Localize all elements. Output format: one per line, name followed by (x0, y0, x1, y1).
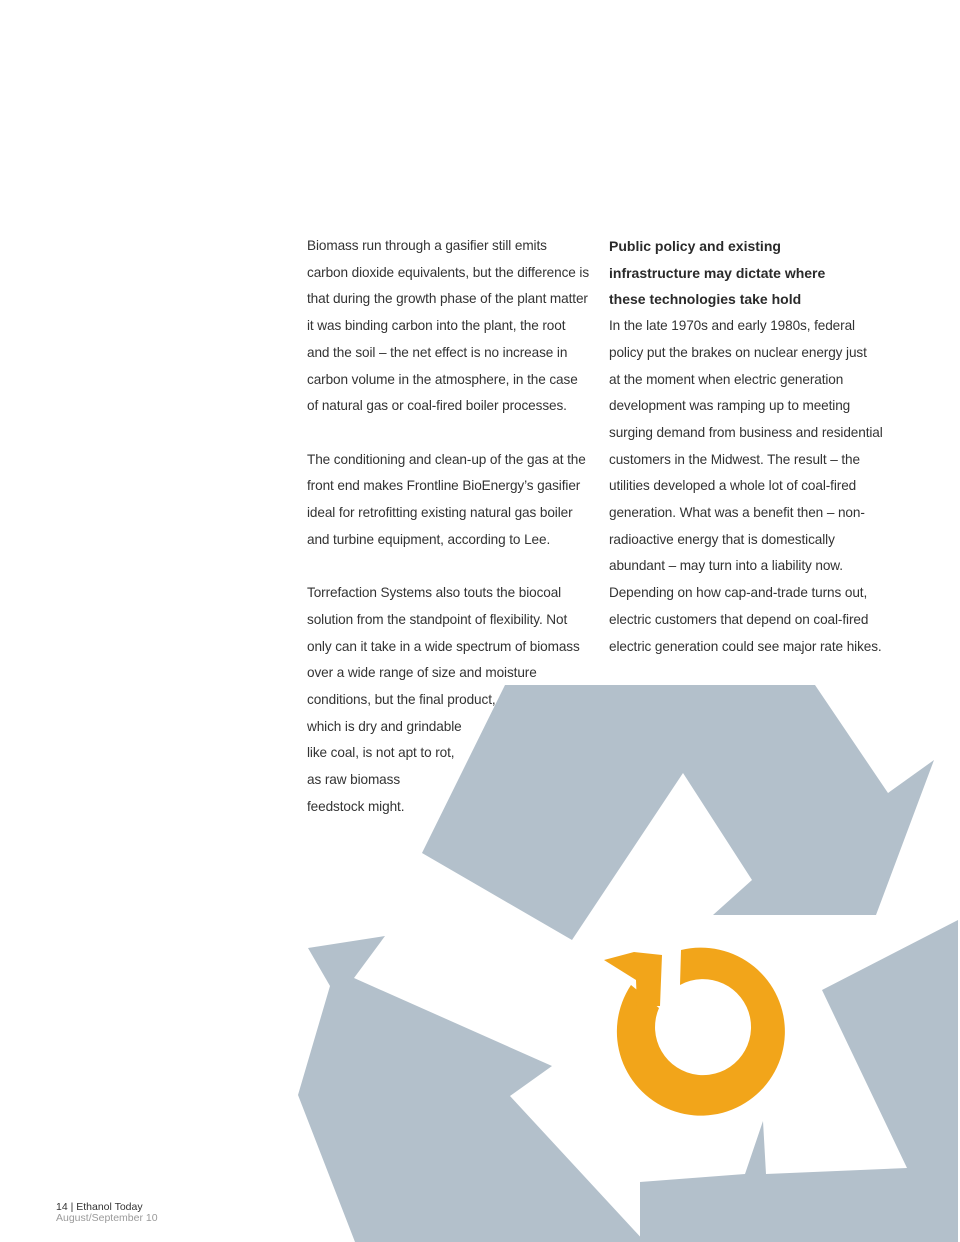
right-body-text (609, 313, 909, 660)
heading-line: infrastructure may dictate where (609, 264, 826, 281)
text-line: The conditioning and clean-up of the gas at the (307, 451, 586, 467)
text-line: carbon dioxide equivalents, but the difference is (307, 264, 590, 280)
left-paragraph-1 (307, 233, 590, 420)
text-line: front end makes Frontline BioEnergy’s gasifier (307, 478, 581, 494)
issue-date: August/September 10 (56, 1212, 158, 1224)
text-line: generation. What was a benefit then – non- (609, 505, 865, 521)
heading-line: these technologies take hold (609, 291, 802, 308)
text-line: customers in the Midwest. The result – the (609, 451, 860, 467)
text-line: at the moment when electric generation (609, 371, 844, 387)
text-line: that during the growth phase of the plant matter (307, 291, 588, 307)
text-line: abundant – may turn into a liability now. (609, 558, 843, 574)
left-paragraph-3 (307, 580, 587, 820)
page-number-publication: 14 | Ethanol Today (56, 1201, 143, 1213)
text-line: ideal for retrofitting existing natural gas boiler (307, 505, 573, 521)
text-line: Depending on how cap-and-trade turns out, (609, 585, 868, 601)
page-footer (56, 1202, 158, 1224)
text-line: surging demand from business and residential (609, 424, 883, 440)
text-line: only can it take in a wide spectrum of biomass (307, 638, 580, 654)
right-article-column (609, 233, 909, 660)
text-line: of natural gas or coal-fired boiler processes. (307, 398, 567, 414)
text-line: conditions, but the final product, (307, 691, 496, 707)
text-line: electric generation could see major rate hikes. (609, 638, 882, 654)
text-line: utilities developed a whole lot of coal-fired (609, 478, 857, 494)
text-line: radioactive energy that is domestically (609, 531, 835, 547)
text-line: carbon volume in the atmosphere, in the case (307, 371, 578, 387)
left-article-column (307, 233, 590, 847)
text-line: like coal, is not apt to rot, (307, 745, 455, 761)
refresh-icon (604, 948, 785, 1116)
left-paragraph-2 (307, 447, 587, 554)
text-line: Torrefaction Systems also touts the biocoal (307, 585, 562, 601)
text-line: feedstock might. (307, 798, 405, 814)
text-line: and turbine equipment, according to Lee. (307, 531, 551, 547)
heading-line: Public policy and existing (609, 238, 781, 254)
text-line: policy put the brakes on nuclear energy just (609, 344, 867, 360)
text-line: electric customers that depend on coal-fired (609, 611, 869, 627)
text-line: which is dry and grindable (307, 718, 462, 734)
gray-arrow-left (298, 936, 645, 1242)
text-line: Biomass run through a gasifier still emits (307, 238, 547, 253)
section-heading (609, 233, 909, 313)
text-line: solution from the standpoint of flexibility. Not (307, 611, 568, 627)
text-line: as raw biomass (307, 772, 401, 788)
text-line: In the late 1970s and early 1980s, federal (609, 318, 855, 334)
text-line: and the soil – the net effect is no increase in (307, 344, 568, 360)
text-line: it was binding carbon into the plant, the root (307, 318, 566, 334)
text-line: development was ramping up to meeting (609, 398, 851, 414)
text-line: over a wide range of size and moisture (307, 665, 537, 681)
